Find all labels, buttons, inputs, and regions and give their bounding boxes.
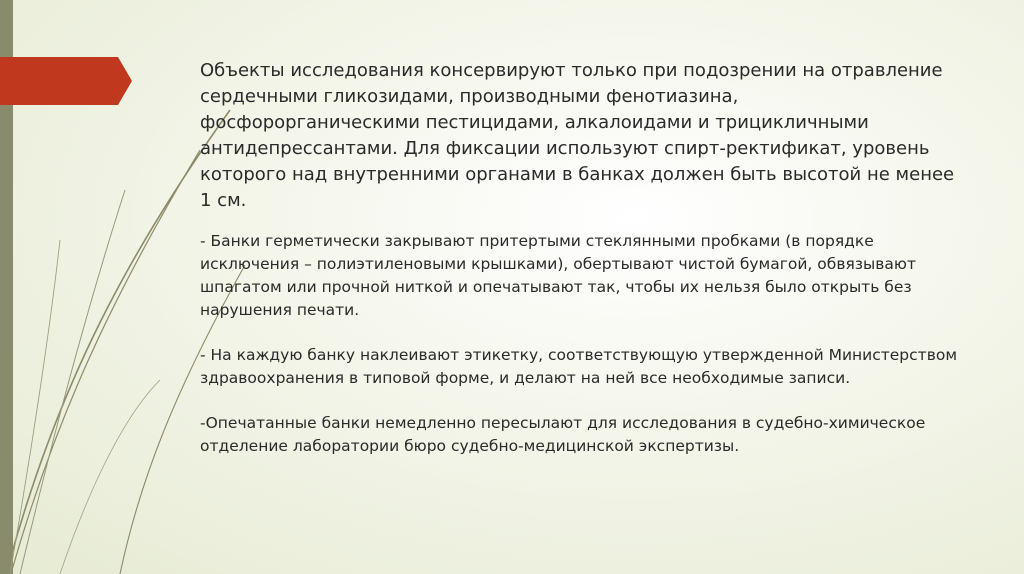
bullet-item-label: - На каждую банку наклеивают этикетку, соответствующую утвержденной Министерством здравоохранения в типовой форме, и делают на ней все необходимые записи. <box>200 346 958 387</box>
bullet-item-shipping: -Опечатанные банки немедленно пересылают для исследования в судебно-химическое отделение лаборатории бюро судебно-медицинской экспертизы. <box>200 414 926 455</box>
slide-content <box>200 58 960 480</box>
title-accent-arrow <box>0 57 132 105</box>
bullet-item-sealing: - Банки герметически закрывают притертыми стеклянными пробками (в порядке исключения – полиэтиленовыми крышками), обертывают чистой бумагой, обвязывают шпагатом или прочной ниткой и опечатывают так, чтобы их нельзя было открыть без нарушения печати. <box>200 232 916 319</box>
main-paragraph: Объекты исследования консервируют только при подозрении на отравление сердечными гликозидами, производными фенотиазина, фосфорорганическими пестицидами, алкалоидами и трицикличными антидепрессантами. Для фиксации используют спирт-ректификат, уровень которого над внутренними органами в банках должен быть высотой не менее 1 см. <box>200 60 955 211</box>
